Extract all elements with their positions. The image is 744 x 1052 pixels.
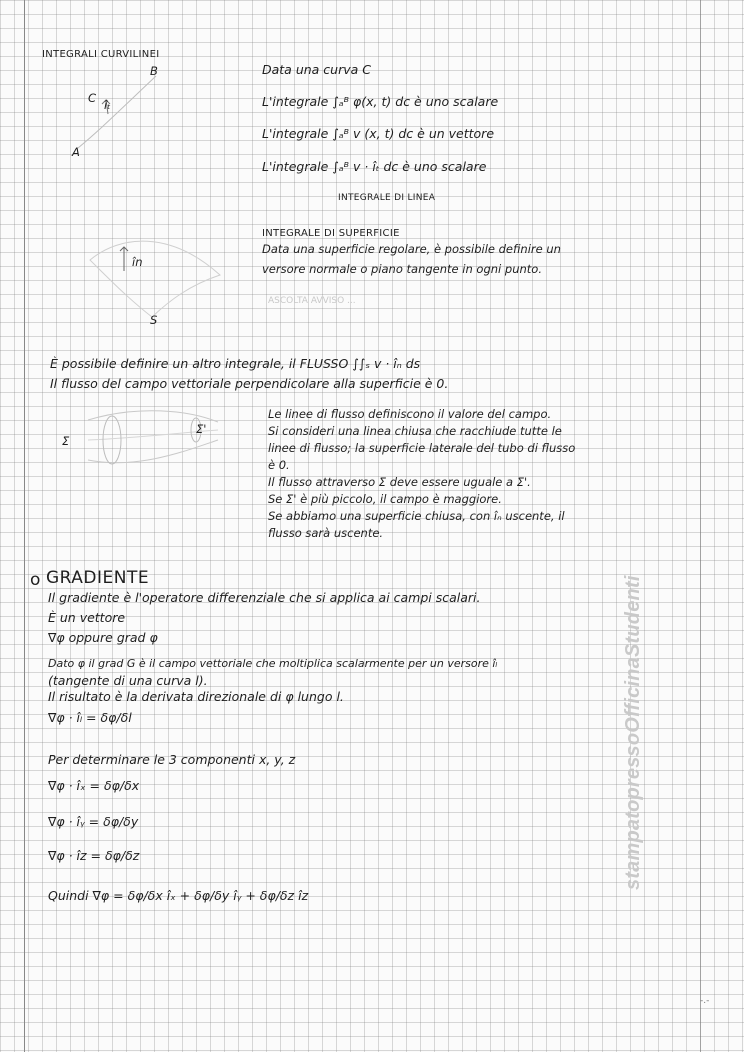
bullet-gradiente: o (30, 570, 41, 590)
gradient-line-9: ∇φ · îᵧ = δφ/δy (48, 814, 139, 829)
page-right-line (700, 0, 701, 1052)
curve-line-1: L'integrale ∫ₐᴮ φ(x, t) dc è uno scalare (262, 94, 499, 109)
gradient-line-7: Per determinare le 3 componenti x, y, z (48, 752, 296, 767)
heading-gradiente: GRADIENTE (46, 568, 150, 588)
gradient-line-0: Il gradiente è l'operatore differenziale che si applica ai campi scalari. (48, 590, 481, 605)
flux-note-0: Le linee di flusso definiscono il valore del campo. (268, 407, 552, 421)
flux-line-2 (88, 440, 218, 463)
normal-arrow (120, 247, 128, 271)
gradient-line-3: Dato φ il grad G è il campo vettoriale che moltiplica scalarmente per un versore îₗ (48, 657, 498, 670)
curve-line-2: L'integrale ∫ₐᴮ v (x, t) dc è un vettore (262, 126, 495, 141)
label-sigma: Σ (62, 434, 70, 448)
gradient-line-8: ∇φ · îₓ = δφ/δx (48, 778, 140, 793)
page-margin-line (24, 0, 25, 1052)
surface-outline (90, 241, 220, 317)
gradient-line-1: È un vettore (48, 610, 126, 625)
label-point-b: B (150, 64, 158, 78)
gradient-line-6: ∇φ · îₗ = δφ/δl (48, 710, 132, 725)
heading-integrale-superficie: INTEGRALE DI SUPERFICIE (262, 228, 400, 239)
curve-line-0: Data una curva C (262, 62, 371, 77)
flux-note-2: linee di flusso; la superficie laterale del tubo di flusso (268, 441, 576, 455)
gradient-line-2: ∇φ oppure grad φ (48, 630, 158, 645)
gradient-line-11: Quindi ∇φ = δφ/δx îₓ + δφ/δy îᵧ + δφ/δz îz (48, 888, 309, 903)
page-mark: -.- (700, 996, 710, 1006)
label-sigma-prime: Σ' (196, 422, 207, 436)
gradient-line-5: Il risultato è la derivata direzionale di φ lungo l. (48, 689, 344, 704)
label-point-a: A (72, 145, 80, 159)
flux-line-intro-1: Il flusso del campo vettoriale perpendicolare alla superficie è 0. (50, 376, 449, 391)
heading-integrali-curvilinei: INTEGRALI CURVILINEI (42, 49, 160, 60)
label-surface-s: S (150, 313, 158, 327)
flux-note-7: flusso sarà uscente. (268, 526, 384, 540)
watermark: stampatopressoOfficinaStudenti (622, 575, 644, 890)
label-normal: în (132, 255, 143, 269)
note-integrale-di-linea: INTEGRALE DI LINEA (338, 193, 436, 203)
gradient-line-4: (tangente di una curva l). (48, 673, 208, 688)
faint-show-through-text: ASCOLTA AVVISO ... (268, 296, 356, 306)
label-tangent: îₜ (104, 98, 111, 112)
section-sigma (103, 416, 121, 464)
surface-line-1: versore normale o piano tangente in ogni punto. (262, 262, 542, 276)
label-curve-c: C (88, 91, 97, 105)
surface-sketch (80, 225, 230, 325)
flux-note-5: Se Σ' è più piccolo, il campo è maggiore. (268, 492, 502, 506)
flux-tube-sketch (78, 400, 228, 480)
curve-ab (78, 76, 156, 148)
curve-line-3: L'integrale ∫ₐᴮ v · îₜ dc è uno scalare (262, 159, 487, 174)
flux-note-3: è 0. (268, 458, 290, 472)
flux-note-1: Si consideri una linea chiusa che racchiude tutte le (268, 424, 562, 438)
flux-note-4: Il flusso attraverso Σ deve essere uguale a Σ'. (268, 475, 531, 489)
surface-line-0: Data una superficie regolare, è possibile definire un (262, 242, 561, 256)
flux-note-6: Se abbiamo una superficie chiusa, con îₙ uscente, il (268, 509, 565, 523)
gradient-line-10: ∇φ · îz = δφ/δz (48, 848, 140, 863)
flux-line-intro-0: È possibile definire un altro integrale, il FLUSSO ∫∫ₛ v · îₙ ds (50, 356, 421, 371)
